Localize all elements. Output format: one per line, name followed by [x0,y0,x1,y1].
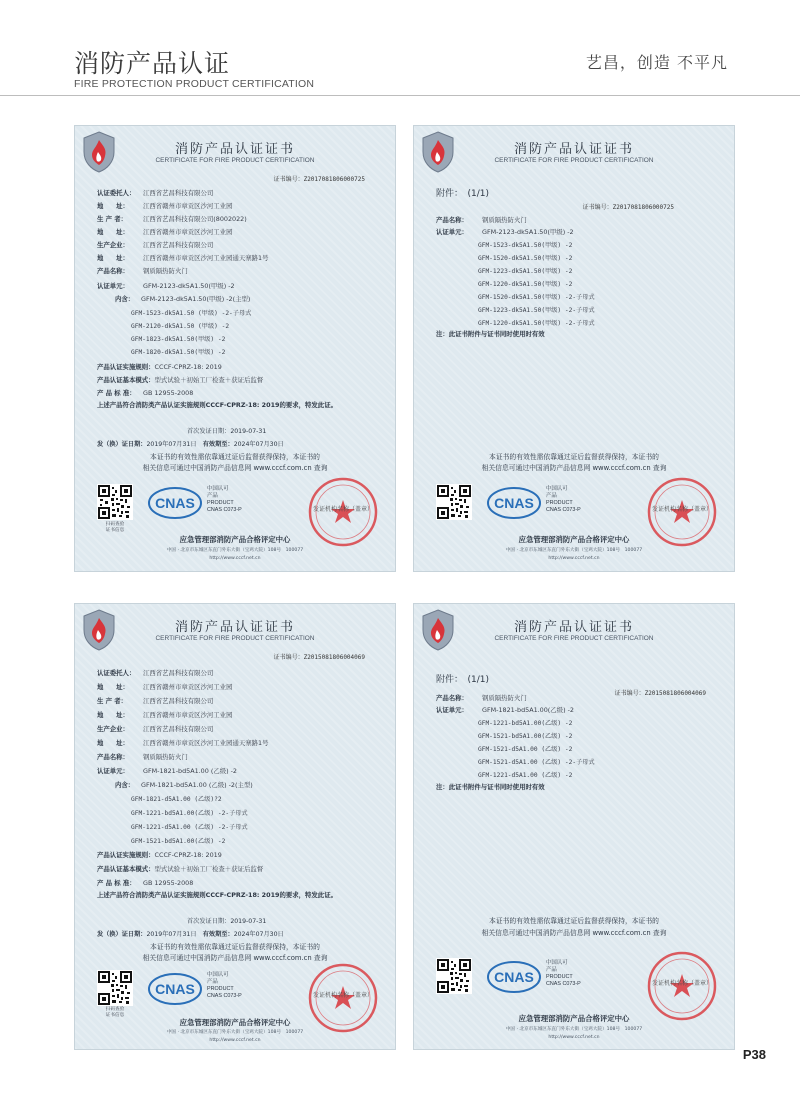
cnas-text: 中国认可 产品 PRODUCT CNAS C073-P [207,486,242,513]
model-item: GFM-1220-dk5A1.50(甲级) -2-子母式 [478,320,595,327]
maker-row: 生 产 者： 江西省艺昌科技有限公司 [97,697,214,705]
organization-website: http://www.cccf.net.cn [548,1035,600,1040]
model-item: GFM-1221-d5A1.00 (乙级) -2-子母式 [131,824,248,831]
model-item: GFM-1821-d5A1.00 (乙级)?2 [131,796,222,803]
certificate-3 [74,603,396,1050]
model-item: GFM-1523-dk5A1.50(甲级) -2 [478,242,573,249]
certificate-title: 消防产品认证证书 [174,142,295,157]
svg-text:CNAS: CNAS [155,981,195,997]
attachment-heading: 附件： (1/1) [436,189,490,199]
conformity-statement: 上述产品符合消防类产品认证实施规则CCCF-CPRZ-18: 2019的要求，特发此证。 [97,401,337,409]
included-models-row: 内含： GFM-2123-dk5A1.50(甲级) -2(主型) [115,295,251,303]
rule-row: 产品认证实施规则：CCCF-CPRZ-18: 2019 [97,363,222,371]
cnas-logo-icon [486,960,542,994]
qr-caption: 扫码查验 证书信息 [105,1007,125,1018]
certificate-number: 证书编号：Z2017081806000725 [273,176,365,183]
validity-note-2: 相关信息可通过中国消防产品信息网 www.cccf.com.cn 查询 [481,929,667,937]
organization-address: 中国 · 北京市东城区东直门外东大街（宝鸡大院）108号 100077 [166,548,304,553]
qr-caption: 扫码查验 证书信息 [105,522,125,533]
model-item: GFM-1521-bd5A1.00(乙级) -2 [131,838,226,845]
model-item: GFM-1521-d5A1.00 (乙级) -2 [478,746,573,753]
model-item: GFM-1220-dk5A1.50(甲级) -2 [478,281,573,288]
certificate-number: 证书编号：Z2015081806004069 [273,654,365,661]
attachment-note: 注：此证书附件与证书同时使用时有效 [436,783,545,791]
organization-website: http://www.cccf.net.cn [209,556,261,561]
model-item: GFM-1521-d5A1.00 (乙级) -2-子母式 [478,759,595,766]
attachment-note: 注：此证书附件与证书同时使用时有效 [436,330,545,338]
page-title: 消防产品认证 [74,49,231,78]
certificate-title-en: CERTIFICATE FOR FIRE PRODUCT CERTIFICATION [494,635,654,642]
certificate-2-attachment [413,125,735,572]
maker-address-row: 地 址： 江西省赣州市章贡区沙河工业园 [97,228,233,236]
issue-valid-dates: 发（换）证日期：2019年07月31日 有效期至：2024年07月30日 [97,441,284,448]
standard-row: 产 品 标 准： GB 12955-2008 [97,389,194,397]
unit-row: 认证单元： GFM-1821-bd5A1.00 (乙级) -2 [97,767,237,775]
conformity-statement: 上述产品符合消防类产品认证实施规则CCCF-CPRZ-18: 2019的要求，特发此证。 [97,891,337,899]
model-item: GFM-1223-dk5A1.50(甲级) -2-子母式 [478,307,595,314]
certificate-1 [74,125,396,572]
certificate-number: 证书编号：Z2015081806004069 [614,690,706,697]
header-divider [0,95,800,96]
certificate-4-attachment [413,603,735,1050]
qr-code-icon [436,484,472,520]
first-issue-date: 首次发证日期：2019-07-31 [187,918,267,925]
unit-row: 认证单元： GFM-2123-dk5A1.50(甲级) -2 [436,228,574,236]
mode-row: 产品认证基本模式：型式试验＋初始工厂检查＋获证后监督 [97,865,264,873]
producer-row: 生产企业： 江西省艺昌科技有限公司 [97,725,214,733]
qr-code-icon [97,484,133,520]
issuing-organization: 应急管理部消防产品合格评定中心 [518,1014,630,1023]
cnas-logo-icon [147,486,203,520]
issuer-seal-caption: 发证机构名称（盖章） [651,506,712,513]
certificate-number: 证书编号：Z2017081806000725 [582,204,674,211]
model-item: GFM-1520-dk5A1.50(甲级) -2-子母式 [478,294,595,301]
issuer-seal-caption: 发证机构名称（盖章） [312,506,373,513]
client-address-row: 地 址： 江西省赣州市章贡区沙河工业园 [97,202,233,210]
mode-row: 产品认证基本模式：型式试验＋初始工厂检查＋获证后监督 [97,376,264,384]
model-item: GFM-1521-bd5A1.00(乙级) -2 [478,733,573,740]
issuer-seal-caption: 发证机构名称（盖章） [651,980,712,987]
organization-website: http://www.cccf.net.cn [548,556,600,561]
organization-address: 中国 · 北京市东城区东直门外东大街（宝鸡大院）108号 100077 [505,1027,643,1032]
qr-code-icon [97,970,133,1006]
model-item: GFM-2120-dk5A1.50 (甲级) -2 [131,323,230,330]
page-subtitle: FIRE PROTECTION PRODUCT CERTIFICATION [74,78,315,90]
organization-address: 中国 · 北京市东城区东直门外东大街（宝鸡大院）108号 100077 [505,548,643,553]
model-item: GFM-1820-dk5A1.50(甲级) -2 [131,349,226,356]
included-models-row: 内含： GFM-1821-bd5A1.00 (乙级) -2(主型) [115,781,253,789]
cnas-text: 中国认可 产品 PRODUCT CNAS C073-P [546,486,581,513]
certificate-title: 消防产品认证证书 [513,142,634,157]
product-row: 产品名称： 钢质隔热防火门 [97,753,188,761]
svg-text:CNAS: CNAS [155,495,195,511]
qr-code-icon [436,958,472,994]
model-item: GFM-1223-dk5A1.50(甲级) -2 [478,268,573,275]
certificate-title-en: CERTIFICATE FOR FIRE PRODUCT CERTIFICATION [155,157,315,164]
organization-website: http://www.cccf.net.cn [209,1038,261,1043]
validity-note-2: 相关信息可通过中国消防产品信息网 www.cccf.com.cn 查询 [142,954,328,962]
validity-note-1: 本证书的有效性需依靠通过证后监督获得保持，本证书的 [489,453,659,461]
model-item: GFM-1520-dk5A1.50(甲级) -2 [478,255,573,262]
product-row: 产品名称： 钢质隔热防火门 [436,694,527,702]
first-issue-date: 首次发证日期：2019-07-31 [187,428,267,435]
standard-row: 产 品 标 准： GB 12955-2008 [97,879,194,887]
model-item: GFM-1221-d5A1.00 (乙级) -2 [478,772,573,779]
certificate-title-en: CERTIFICATE FOR FIRE PRODUCT CERTIFICATION [155,635,315,642]
model-item: GFM-1221-bd5A1.00(乙级) -2 [478,720,573,727]
client-row: 认证委托人： 江西省艺昌科技有限公司 [97,189,214,197]
company-slogan: 艺昌，创造 不平凡 [585,53,728,72]
issue-valid-dates: 发（换）证日期：2019年07月31日 有效期至：2024年07月30日 [97,931,284,938]
organization-address: 中国 · 北京市东城区东直门外东大街（宝鸡大院）108号 100077 [166,1030,304,1035]
validity-note-1: 本证书的有效性需依靠通过证后监督获得保持，本证书的 [150,943,320,951]
issuing-organization: 应急管理部消防产品合格评定中心 [179,535,291,544]
page-number: P38 [742,1047,766,1062]
unit-row: 认证单元： GFM-1821-bd5A1.00(乙级) -2 [436,706,574,714]
cnas-text: 中国认可 产品 PRODUCT CNAS C073-P [207,972,242,999]
validity-note-2: 相关信息可通过中国消防产品信息网 www.cccf.com.cn 查询 [142,464,328,472]
cnas-logo-icon [147,972,203,1006]
model-item: GFM-1823-dk5A1.50(甲级) -2 [131,336,226,343]
validity-note-2: 相关信息可通过中国消防产品信息网 www.cccf.com.cn 查询 [481,464,667,472]
certificate-title: 消防产品认证证书 [174,620,295,635]
unit-row: 认证单元： GFM-2123-dk5A1.50(甲级) -2 [97,282,235,290]
cnas-logo-icon [486,486,542,520]
issuing-organization: 应急管理部消防产品合格评定中心 [179,1018,291,1027]
model-item: GFM-1523-dk5A1.50 (甲级) -2-子母式 [131,310,252,317]
svg-text:CNAS: CNAS [494,969,534,985]
certificate-title: 消防产品认证证书 [513,620,634,635]
producer-row: 生产企业： 江西省艺昌科技有限公司 [97,241,214,249]
svg-text:CNAS: CNAS [494,495,534,511]
issuing-organization: 应急管理部消防产品合格评定中心 [518,535,630,544]
cnas-text: 中国认可 产品 PRODUCT CNAS C073-P [546,960,581,987]
certificate-title-en: CERTIFICATE FOR FIRE PRODUCT CERTIFICATION [494,157,654,164]
issuer-seal-caption: 发证机构名称（盖章） [312,992,373,999]
attachment-heading: 附件： (1/1) [436,675,490,685]
maker-row: 生 产 者： 江西省艺昌科技有限公司(8002022) [97,215,247,223]
validity-note-1: 本证书的有效性需依靠通过证后监督获得保持，本证书的 [150,453,320,461]
producer-address-row: 地 址： 江西省赣州市章贡区沙河工业园通天寨路1号 [97,739,269,747]
client-address-row: 地 址： 江西省赣州市章贡区沙河工业园 [97,683,233,691]
product-row: 产品名称： 钢质隔热防火门 [436,216,527,224]
rule-row: 产品认证实施规则：CCCF-CPRZ-18: 2019 [97,851,222,859]
maker-address-row: 地 址： 江西省赣州市章贡区沙河工业园 [97,711,233,719]
model-item: GFM-1221-bd5A1.00(乙级) -2-子母式 [131,810,248,817]
validity-note-1: 本证书的有效性需依靠通过证后监督获得保持，本证书的 [489,917,659,925]
product-row: 产品名称： 钢质隔热防火门 [97,267,188,275]
producer-address-row: 地 址： 江西省赣州市章贡区沙河工业园通天寨路1号 [97,254,269,262]
client-row: 认证委托人： 江西省艺昌科技有限公司 [97,669,214,677]
